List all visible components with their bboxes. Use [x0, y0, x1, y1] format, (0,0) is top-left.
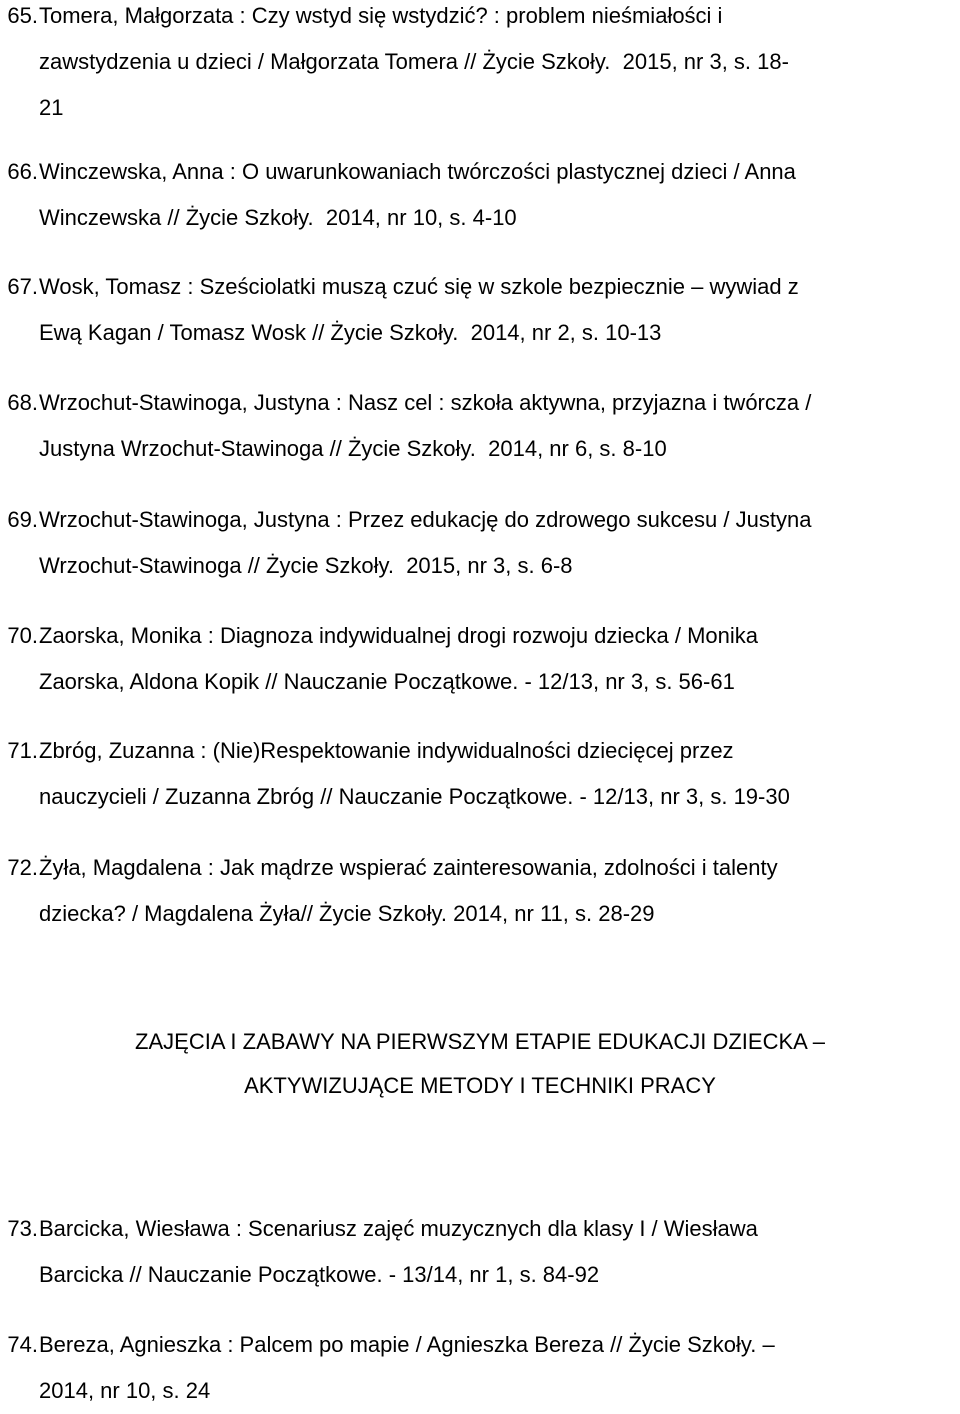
entry-number: 69.	[7, 507, 38, 532]
entry-text-line: Tomera, Małgorzata : Czy wstyd się wstydzić? : problem nieśmiałości i	[39, 3, 723, 28]
entry-text-line: nauczycieli / Zuzanna Zbróg // Nauczanie Początkowe. - 12/13, nr 3, s. 19-30	[39, 784, 790, 809]
entry-text-line: Zaorska, Monika : Diagnoza indywidualnej drogi rozwoju dziecka / Monika	[39, 623, 759, 648]
entry-text-line: Wosk, Tomasz : Sześciolatki muszą czuć się w szkole bezpiecznie – wywiad z	[39, 274, 799, 299]
entry-number: 66.	[7, 159, 38, 184]
bibliography-entry-65	[0, 0, 960, 131]
entry-number: 68.	[7, 390, 38, 415]
entry-text-line: Wrzochut-Stawinoga // Życie Szkoły. 2015, nr 3, s. 6-8	[39, 553, 573, 578]
bibliography-entry-71	[0, 728, 960, 820]
entry-number: 74.	[7, 1332, 38, 1357]
entry-text-line: Bereza, Agnieszka : Palcem po mapie / Agnieszka Bereza // Życie Szkoły. –	[39, 1332, 775, 1357]
section-heading-line-1: ZAJĘCIA I ZABAWY NA PIERWSZYM ETAPIE EDUKACJI DZIECKA –	[135, 1029, 825, 1054]
entry-text-line: 21	[39, 95, 64, 120]
entry-text-line: Zbróg, Zuzanna : (Nie)Respektowanie indywidualności dziecięcej przez	[39, 738, 734, 763]
entry-text-line: Winczewska, Anna : O uwarunkowaniach twórczości plastycznej dzieci / Anna	[39, 159, 796, 184]
bibliography-entry-74	[0, 1322, 960, 1414]
entry-text-line: Justyna Wrzochut-Stawinoga // Życie Szkoły. 2014, nr 6, s. 8-10	[39, 436, 667, 461]
entry-number: 71.	[7, 738, 38, 763]
entry-text-line: dziecka? / Magdalena Żyła// Życie Szkoły. 2014, nr 11, s. 28-29	[39, 901, 655, 926]
bibliography-entry-66	[0, 149, 960, 241]
entry-text-line: Zaorska, Aldona Kopik // Nauczanie Początkowe. - 12/13, nr 3, s. 56-61	[39, 669, 735, 694]
section-heading-line-2: AKTYWIZUJĄCE METODY I TECHNIKI PRACY	[244, 1073, 716, 1098]
entry-number: 73.	[7, 1216, 38, 1241]
entry-text-line: zawstydzenia u dzieci / Małgorzata Tomera // Życie Szkoły. 2015, nr 3, s. 18-	[39, 49, 789, 74]
entry-text-line: Ewą Kagan / Tomasz Wosk // Życie Szkoły. 2014, nr 2, s. 10-13	[39, 320, 662, 345]
entry-text-line: Wrzochut-Stawinoga, Justyna : Przez edukację do zdrowego sukcesu / Justyna	[39, 507, 812, 532]
bibliography-entry-67	[0, 264, 960, 356]
bibliography-entry-72	[0, 845, 960, 937]
entry-text-line: Winczewska // Życie Szkoły. 2014, nr 10, s. 4-10	[39, 205, 517, 230]
entry-number: 72.	[7, 855, 38, 880]
entry-text-line: Barcicka // Nauczanie Początkowe. - 13/14, nr 1, s. 84-92	[39, 1262, 600, 1287]
entry-text-line: 2014, nr 10, s. 24	[39, 1378, 211, 1403]
bibliography-entry-68	[0, 380, 960, 472]
entry-text-line: Wrzochut-Stawinoga, Justyna : Nasz cel : szkoła aktywna, przyjazna i twórcza /	[39, 390, 812, 415]
entry-text-line: Żyła, Magdalena : Jak mądrze wspierać zainteresowania, zdolności i talenty	[39, 855, 778, 880]
entry-number: 65.	[7, 3, 38, 28]
bibliography-entry-69	[0, 497, 960, 589]
bibliography-entry-70	[0, 613, 960, 705]
bibliography-entry-73	[0, 1206, 960, 1298]
entry-number: 70.	[7, 623, 38, 648]
entry-text-line: Barcicka, Wiesława : Scenariusz zajęć muzycznych dla klasy I / Wiesława	[39, 1216, 758, 1241]
entry-number: 67.	[7, 274, 38, 299]
